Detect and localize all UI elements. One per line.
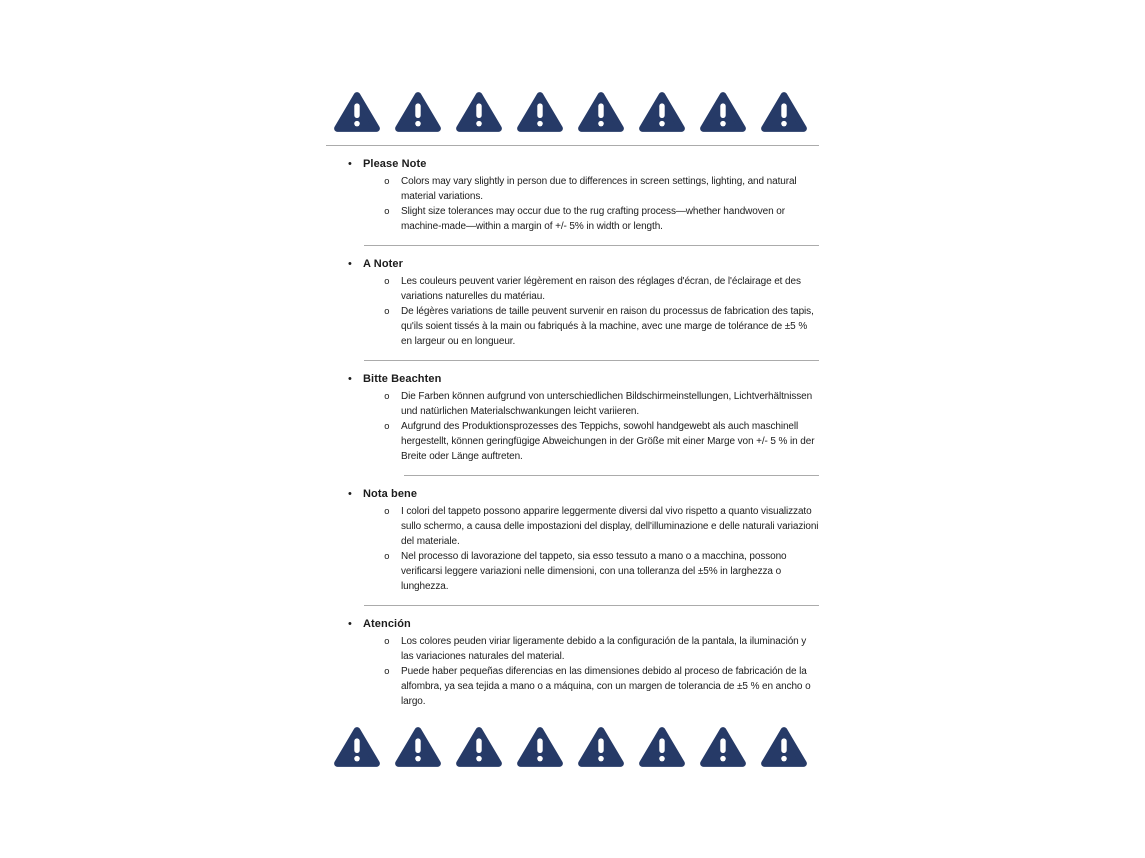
bullet-text: Slight size tolerances may occur due to the rug crafting process—whether handwoven or machine-made—within a margin of +/- 5% in width or length. [401,206,785,232]
warning-triangle-icon [394,725,442,769]
note-section-english [326,146,819,234]
sub-bullet-marker: o [384,276,390,287]
bullet-marker: • [348,258,352,270]
note-section-french [326,246,819,349]
bullet-text: Puede haber pequeñas diferencias en las dimensiones debido al proceso de fabricación de la alfombra, ya sea tejida a mano o a máquina, con un margen de tolerancia de ±5 % en ancho o largo. [401,666,811,707]
sub-bullet-marker: o [384,506,390,517]
section-heading: Nota bene [363,488,418,500]
bullet-text: Die Farben können aufgrund von unterschiedlichen Bildschirmeinstellungen, Lichtverhältnissen und natürlichen Materialschwankungen leicht variieren. [401,391,813,417]
section-heading: Atención [363,618,411,630]
warning-triangle-icon [333,90,381,134]
warning-triangle-icon [394,90,442,134]
bullet-marker: • [348,488,352,500]
bullet-text: Aufgrund des Produktionsprozesses des Teppichs, sowohl handgewebt als auch maschinell hergestellt, können geringfügige Abweichungen in der Größe mit einer Marge von +/- 5 % in der Breite oder Länge auftreten. [401,421,815,462]
warning-triangle-icon [699,90,747,134]
bullet-text: Los colores peuden viriar ligeramente debido a la configuración de la pantala, la iluminación y las variaciones naturales del material. [401,636,807,662]
list-item [326,204,819,234]
bullet-text: Colors may vary slightly in person due to differences in screen settings, lighting, and natural material variations. [401,176,797,202]
sub-bullet-marker: o [384,176,390,187]
bullet-text: De légères variations de taille peuvent survenir en raison du processus de fabrication des tapis, qu'ils soient tissés à la main ou fabriqués à la machine, avec une marge de tolérance de ±5 % en largeur ou en longueur. [401,306,814,347]
note-section-german [326,361,819,464]
section-heading: A Noter [363,258,404,270]
bullet-marker: • [348,618,352,630]
sub-bullet-marker: o [384,391,390,402]
warning-triangle-icon [577,90,625,134]
warning-triangle-icon [455,90,503,134]
warning-triangle-icon [516,90,564,134]
section-heading: Please Note [363,158,427,170]
warning-triangle-icon [760,90,808,134]
warning-triangle-icon [333,725,381,769]
warning-banner-top [326,90,819,134]
sub-bullet-marker: o [384,421,390,432]
list-item [326,504,819,549]
bullet-text: I colori del tappeto possono apparire leggermente diversi dal vivo rispetto a quanto visualizzato sullo schermo, a causa delle impostazioni del display, dell'illuminazione e delle naturali variazioni del materiale. [401,506,819,547]
document-content [326,0,819,769]
list-item [326,634,819,664]
sub-bullet-marker: o [384,666,390,677]
sub-bullet-marker: o [384,206,390,217]
list-item [326,549,819,594]
sub-bullet-marker: o [384,551,390,562]
bullet-text: Nel processo di lavorazione del tappeto, sia esso tessuto a mano o a macchina, possono verificarsi leggere variazioni nelle dimensioni, con una tolleranza del ±5% in larghezza o lunghezza. [401,551,787,592]
sub-bullet-marker: o [384,636,390,647]
bullet-marker: • [348,373,352,385]
list-item [326,664,819,709]
warning-triangle-icon [638,725,686,769]
warning-triangle-icon [455,725,503,769]
warning-triangle-icon [577,725,625,769]
note-section-spanish [326,606,819,709]
list-item [326,174,819,204]
list-item [326,389,819,419]
warning-triangle-icon [699,725,747,769]
section-heading: Bitte Beachten [363,373,442,385]
note-section-italian [326,476,819,594]
warning-triangle-icon [760,725,808,769]
list-item [326,274,819,304]
bullet-text: Les couleurs peuvent varier légèrement en raison des réglages d'écran, de l'éclairage et des variations naturelles du matériau. [401,276,801,302]
warning-triangle-icon [638,90,686,134]
bullet-marker: • [348,158,352,170]
list-item [326,419,819,464]
sub-bullet-marker: o [384,306,390,317]
warning-triangle-icon [516,725,564,769]
warning-banner-bottom [326,725,819,769]
list-item [326,304,819,349]
